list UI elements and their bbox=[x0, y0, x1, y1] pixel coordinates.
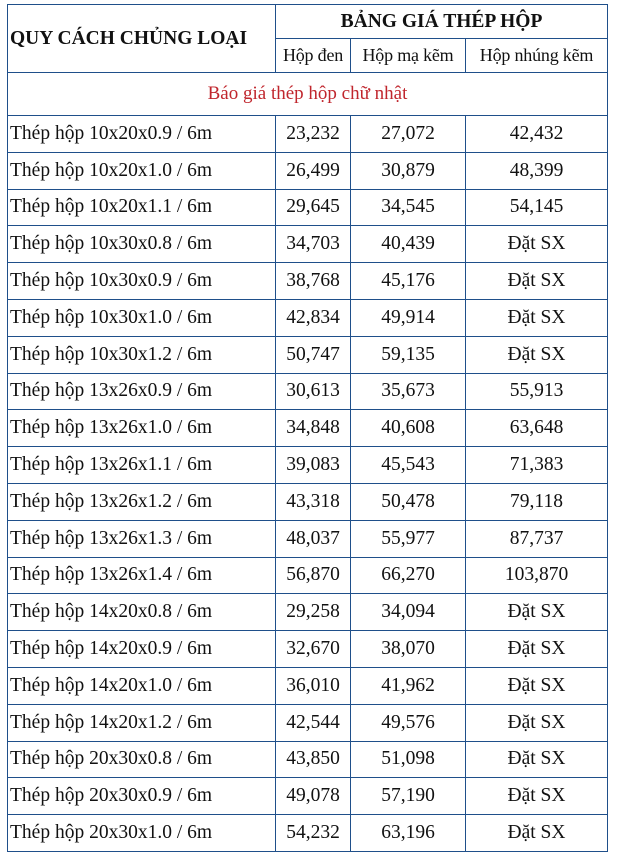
product-name-cell: Thép hộp 10x20x1.1 / 6m bbox=[8, 189, 276, 226]
product-name-cell: Thép hộp 10x30x0.8 / 6m bbox=[8, 226, 276, 263]
galvanized-box-price-cell: 34,545 bbox=[351, 189, 466, 226]
hot-dip-box-price-cell: Đặt SX bbox=[466, 263, 608, 300]
price-table bbox=[7, 4, 608, 852]
table-row bbox=[8, 263, 608, 300]
table-row bbox=[8, 704, 608, 741]
hot-dip-box-price-cell: Đặt SX bbox=[466, 594, 608, 631]
hot-dip-box-price-cell: 42,432 bbox=[466, 116, 608, 153]
black-box-price-cell: 32,670 bbox=[276, 631, 351, 668]
black-box-price-cell: 26,499 bbox=[276, 152, 351, 189]
galvanized-box-price-cell: 45,543 bbox=[351, 447, 466, 484]
galvanized-box-price-cell: 35,673 bbox=[351, 373, 466, 410]
section-title: Báo giá thép hộp chữ nhật bbox=[8, 73, 608, 116]
table-row bbox=[8, 447, 608, 484]
hot-dip-box-price-cell: Đặt SX bbox=[466, 778, 608, 815]
product-name-cell: Thép hộp 13x26x1.4 / 6m bbox=[8, 557, 276, 594]
product-name-cell: Thép hộp 10x20x1.0 / 6m bbox=[8, 152, 276, 189]
table-row bbox=[8, 594, 608, 631]
product-name-cell: Thép hộp 20x30x0.8 / 6m bbox=[8, 741, 276, 778]
hot-dip-box-price-cell: Đặt SX bbox=[466, 299, 608, 336]
table-row bbox=[8, 741, 608, 778]
galvanized-box-price-cell: 66,270 bbox=[351, 557, 466, 594]
product-name-cell: Thép hộp 13x26x1.2 / 6m bbox=[8, 483, 276, 520]
galvanized-box-price-cell: 38,070 bbox=[351, 631, 466, 668]
black-box-price-cell: 54,232 bbox=[276, 815, 351, 852]
hot-dip-box-price-cell: 103,870 bbox=[466, 557, 608, 594]
hot-dip-box-price-cell: Đặt SX bbox=[466, 704, 608, 741]
product-name-cell: Thép hộp 14x20x0.8 / 6m bbox=[8, 594, 276, 631]
product-name-cell: Thép hộp 10x30x0.9 / 6m bbox=[8, 263, 276, 300]
product-name-cell: Thép hộp 13x26x1.1 / 6m bbox=[8, 447, 276, 484]
galvanized-box-price-cell: 40,439 bbox=[351, 226, 466, 263]
product-name-cell: Thép hộp 20x30x1.0 / 6m bbox=[8, 815, 276, 852]
black-box-price-cell: 23,232 bbox=[276, 116, 351, 153]
table-row bbox=[8, 152, 608, 189]
galvanized-box-price-cell: 34,094 bbox=[351, 594, 466, 631]
product-name-cell: Thép hộp 14x20x1.2 / 6m bbox=[8, 704, 276, 741]
table-row bbox=[8, 226, 608, 263]
black-box-price-cell: 43,850 bbox=[276, 741, 351, 778]
table-row bbox=[8, 336, 608, 373]
col-header-galvanized-box: Hộp mạ kẽm bbox=[351, 39, 466, 73]
black-box-price-cell: 39,083 bbox=[276, 447, 351, 484]
hot-dip-box-price-cell: Đặt SX bbox=[466, 741, 608, 778]
table-row bbox=[8, 483, 608, 520]
galvanized-box-price-cell: 49,914 bbox=[351, 299, 466, 336]
black-box-price-cell: 42,834 bbox=[276, 299, 351, 336]
galvanized-box-price-cell: 45,176 bbox=[351, 263, 466, 300]
black-box-price-cell: 49,078 bbox=[276, 778, 351, 815]
black-box-price-cell: 38,768 bbox=[276, 263, 351, 300]
table-row bbox=[8, 116, 608, 153]
galvanized-box-price-cell: 49,576 bbox=[351, 704, 466, 741]
table-row bbox=[8, 557, 608, 594]
black-box-price-cell: 50,747 bbox=[276, 336, 351, 373]
header-row bbox=[8, 5, 608, 39]
product-name-cell: Thép hộp 20x30x0.9 / 6m bbox=[8, 778, 276, 815]
galvanized-box-price-cell: 57,190 bbox=[351, 778, 466, 815]
table-title: BẢNG GIÁ THÉP HỘP bbox=[276, 5, 608, 39]
hot-dip-box-price-cell: 79,118 bbox=[466, 483, 608, 520]
table-row bbox=[8, 778, 608, 815]
table-row bbox=[8, 631, 608, 668]
hot-dip-box-price-cell: 71,383 bbox=[466, 447, 608, 484]
galvanized-box-price-cell: 40,608 bbox=[351, 410, 466, 447]
hot-dip-box-price-cell: Đặt SX bbox=[466, 336, 608, 373]
price-table-body bbox=[8, 5, 608, 852]
hot-dip-box-price-cell: 87,737 bbox=[466, 520, 608, 557]
hot-dip-box-price-cell: Đặt SX bbox=[466, 631, 608, 668]
hot-dip-box-price-cell: 54,145 bbox=[466, 189, 608, 226]
hot-dip-box-price-cell: 55,913 bbox=[466, 373, 608, 410]
table-row bbox=[8, 520, 608, 557]
galvanized-box-price-cell: 63,196 bbox=[351, 815, 466, 852]
product-name-cell: Thép hộp 10x30x1.0 / 6m bbox=[8, 299, 276, 336]
table-row bbox=[8, 410, 608, 447]
galvanized-box-price-cell: 27,072 bbox=[351, 116, 466, 153]
col-header-hot-dip-box: Hộp nhúng kẽm bbox=[466, 39, 608, 73]
hot-dip-box-price-cell: Đặt SX bbox=[466, 815, 608, 852]
black-box-price-cell: 34,703 bbox=[276, 226, 351, 263]
black-box-price-cell: 56,870 bbox=[276, 557, 351, 594]
product-name-cell: Thép hộp 14x20x0.9 / 6m bbox=[8, 631, 276, 668]
galvanized-box-price-cell: 59,135 bbox=[351, 336, 466, 373]
black-box-price-cell: 34,848 bbox=[276, 410, 351, 447]
table-row bbox=[8, 667, 608, 704]
hot-dip-box-price-cell: 48,399 bbox=[466, 152, 608, 189]
galvanized-box-price-cell: 30,879 bbox=[351, 152, 466, 189]
col-header-black-box: Hộp đen bbox=[276, 39, 351, 73]
product-name-cell: Thép hộp 14x20x1.0 / 6m bbox=[8, 667, 276, 704]
black-box-price-cell: 30,613 bbox=[276, 373, 351, 410]
product-name-cell: Thép hộp 10x20x0.9 / 6m bbox=[8, 116, 276, 153]
product-name-cell: Thép hộp 10x30x1.2 / 6m bbox=[8, 336, 276, 373]
black-box-price-cell: 36,010 bbox=[276, 667, 351, 704]
hot-dip-box-price-cell: 63,648 bbox=[466, 410, 608, 447]
product-name-cell: Thép hộp 13x26x0.9 / 6m bbox=[8, 373, 276, 410]
black-box-price-cell: 42,544 bbox=[276, 704, 351, 741]
galvanized-box-price-cell: 50,478 bbox=[351, 483, 466, 520]
table-row bbox=[8, 815, 608, 852]
black-box-price-cell: 29,258 bbox=[276, 594, 351, 631]
galvanized-box-price-cell: 51,098 bbox=[351, 741, 466, 778]
black-box-price-cell: 48,037 bbox=[276, 520, 351, 557]
hot-dip-box-price-cell: Đặt SX bbox=[466, 667, 608, 704]
hot-dip-box-price-cell: Đặt SX bbox=[466, 226, 608, 263]
table-row bbox=[8, 299, 608, 336]
product-name-cell: Thép hộp 13x26x1.3 / 6m bbox=[8, 520, 276, 557]
table-row bbox=[8, 189, 608, 226]
galvanized-box-price-cell: 55,977 bbox=[351, 520, 466, 557]
table-row bbox=[8, 373, 608, 410]
section-row bbox=[8, 73, 608, 116]
product-name-cell: Thép hộp 13x26x1.0 / 6m bbox=[8, 410, 276, 447]
spec-column-header: QUY CÁCH CHỦNG LOẠI bbox=[8, 5, 276, 73]
black-box-price-cell: 43,318 bbox=[276, 483, 351, 520]
galvanized-box-price-cell: 41,962 bbox=[351, 667, 466, 704]
black-box-price-cell: 29,645 bbox=[276, 189, 351, 226]
